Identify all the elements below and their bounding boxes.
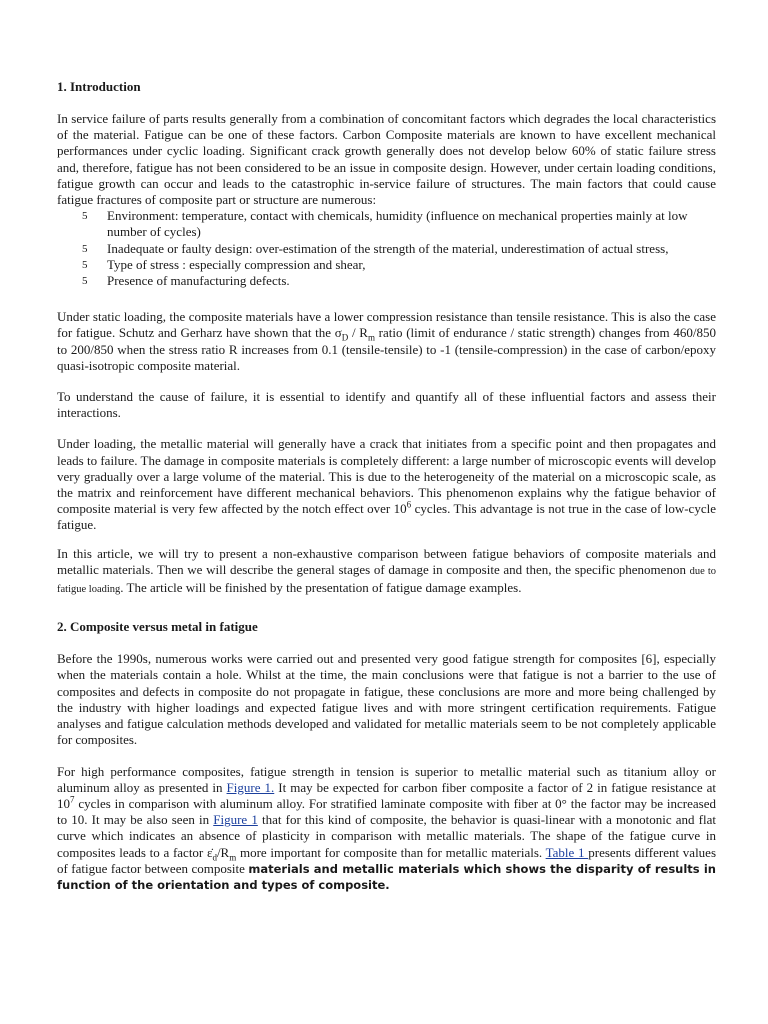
bullet-icon: 5 xyxy=(82,242,88,255)
section2-paragraph-2: For high performance composites, fatigue strength in tension is superior to metallic material such as titanium alloy or aluminum alloy as presented in Figure 1. It may be expected for carbon fiber composite a factor of 2 in fatigue resistance at $10^7$ cycles in comparison with aluminum alloy. For stratified laminate composite with fiber at 0° the factor may be increased to 10. It may be also seen in Figure 1 that for this kind of composite, the behavior is quasi-linear with a monotonic and flat curve which indicates an absence of plasticity in comparison with metallic materials. The shape of the fatigue curve in composites leads to a factor $\varepsiloṅ_d/R_m$ more important for composite than for metallic materials. Table 1 presents different values of fatigue factor between composite materials and metallic materials which shows the disparity of results in function of the orientation and types of composite. xyxy=(57,763,717,892)
fatigue-factors-list xyxy=(57,208,716,289)
intro-paragraph-4: Under loading, the metallic material will generally have a crack that initiates from a specific point and then propagates and leads to failure. The damage in composite materials is completely different: a large number of microscopic events will develop very gradually over a large volume of the material. This is due to the heterogeneity of the material on a microscopic scale, as the matrix and reinforcement have different mechanical behaviors. This phenomenon explains why the fatigue behavior of composite material is very few affected by the notch effect over $10^6$ cycles. This advantage is not true in the case of low-cycle fatigue. xyxy=(57,436,716,533)
bullet-icon: 5 xyxy=(82,258,88,271)
heading-composite-vs-metal: 2. Composite versus metal in fatigue xyxy=(57,619,258,635)
bullet-icon: 5 xyxy=(82,275,88,288)
section2-paragraph-1: Before the 1990s, numerous works were carried out and presented very good fatigue strength for composites [6], especially when the materials contain a hole. Whilst at the time, the main conclusions were that fatigue is not a barrier to the use of composites and defects in composite do not propagate in fatigue, these conclusions are more and more being challenged by the industry with higher loadings and expected fatigue lives and with more stringent certification requirements. Fatigue analyses and fatigue calculation methods developed and validated for metallic materials seem to be not completely applicable for composites. xyxy=(57,651,716,748)
intro-paragraph-1: In service failure of parts results generally from a combination of concomitant factors which degrades the local characteristics of the material. Fatigue can be one of these factors. Carbon Composite materials are known to have excellent mechanical performances under cyclic loading. Significant crack growth generally does not develop below 60% of static failure stress and, therefore, fatigue has not been considered to be an issue in composite design. However, under certain loading conditions, fatigue growth can occur and leads to the catastrophic in-service failure of structures. The main factors that could cause fatigue fractures of composite part or structure are numerous: xyxy=(57,111,716,208)
list-item: 5 Type of stress : especially compression and shear, xyxy=(82,256,366,272)
intro-paragraph-5: In this article, we will try to present a non-exhaustive comparison between fatigue behaviors of composite materials and metallic materials. Then we will describe the general stages of damage in composite and then, the specific phenomenon due to fatigue loading. The article will be finished by the presentation of fatigue damage examples. xyxy=(57,545,717,596)
document-page xyxy=(57,78,716,893)
table-1-link[interactable]: Table 1 xyxy=(545,844,589,860)
bullet-icon: 5 xyxy=(82,210,88,223)
figure-1-link[interactable]: Figure 1. xyxy=(226,779,275,795)
figure-1-link-2[interactable]: Figure 1 xyxy=(213,812,258,828)
intro-paragraph-2: Under static loading, the composite materials have a lower compression resistance than tensile resistance. This is also the case for fatigue. Schutz and Gerharz have shown that the $\sigma_D / R_m$ ratio (limit of endurance / static strength) changes from 460/850 to 200/850 when the stress ratio R increases from 0.1 (tensile-tensile) to -1 (tensile-compression) in the case of carbon/epoxy quasi-isotropic composite material. xyxy=(57,309,716,373)
list-item: 5 Presence of manufacturing defects. xyxy=(82,273,290,289)
heading-introduction: 1. Introduction xyxy=(57,79,141,94)
list-item: 5 Environment: temperature, contact with chemicals, humidity (influence on mechanical properties mainly at low number of cycles) xyxy=(82,208,688,240)
list-item: 5 Inadequate or faulty design: over-estimation of the strength of the material, underestimation of actual stress, xyxy=(82,240,669,256)
intro-paragraph-3: To understand the cause of failure, it is essential to identify and quantify all of these influential factors and assess their interactions. xyxy=(57,389,716,421)
